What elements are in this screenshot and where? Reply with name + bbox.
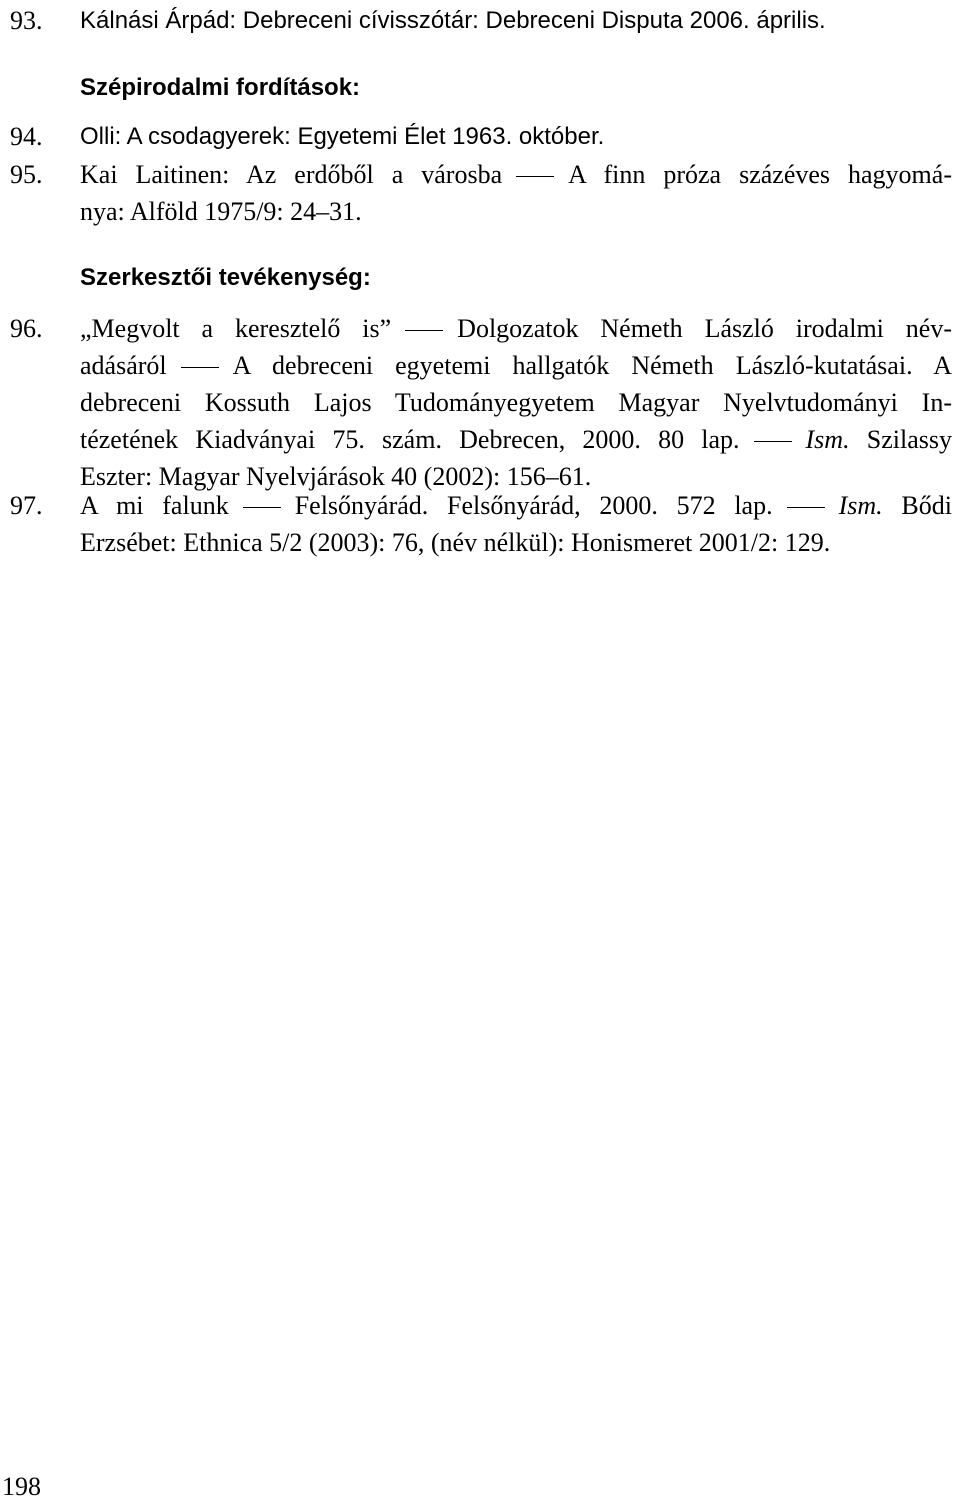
bibliography-entry-94 (0, 118, 952, 155)
bibliography-entry-93 (0, 2, 952, 39)
entry-number: 96. (10, 314, 43, 343)
entry-text-part: tézetének Kiadványai 75. szám. Debrecen, 2000. 80 lap. (80, 425, 740, 454)
review-label: Ism. (805, 425, 850, 454)
entry-text-part: A (933, 351, 952, 380)
bibliography-entry-96 (0, 310, 952, 495)
entry-number: 94. (10, 122, 43, 151)
entry-text-part: „Megvolt a keresztelő is” (80, 314, 392, 343)
em-dash (243, 507, 281, 508)
entry-number: 95. (10, 160, 43, 189)
section-heading-translations: Szépirodalmi fordítások: (80, 74, 361, 101)
entry-text: Kálnási Árpád: Debreceni cívisszótár: Debreceni Disputa 2006. április. (80, 7, 826, 34)
entry-text-part: Dolgozatok Németh László irodalmi név- (457, 314, 952, 343)
entry-text-part: Felsőnyárád. Felsőnyárád, 2000. 572 lap. (294, 491, 773, 520)
entry-text-line: Eszter: Magyar Nyelvjárások 40 (2002): 156–61. (80, 462, 592, 491)
entry-number: 93. (10, 6, 43, 35)
em-dash (516, 176, 554, 177)
bibliography-entry-95 (0, 156, 952, 230)
entry-text-line: debreceni Kossuth Lajos Tudományegyetem Magyar Nyelvtudományi In- (80, 388, 952, 417)
bibliography-entry-97 (0, 487, 952, 561)
entry-text-part: Kai Laitinen: Az erdőből a városba (80, 160, 503, 189)
entry-text-part: A debreceni egyetemi hallgatók Németh László-kutatásai. (232, 351, 913, 380)
entry-text-part: Szilassy (866, 425, 952, 454)
em-dash (405, 330, 443, 331)
page-number: 198 (2, 1472, 41, 1501)
entry-text-part: Bődi (901, 491, 952, 520)
entry-text-part: adásáról (80, 351, 167, 380)
review-label: Ism. (838, 491, 883, 520)
em-dash (754, 441, 792, 442)
entry-text-line: nya: Alföld 1975/9: 24–31. (80, 197, 362, 226)
em-dash (787, 507, 825, 508)
entry-text-line: Erzsébet: Ethnica 5/2 (2003): 76, (név nélkül): Honismeret 2001/2: 129. (80, 528, 831, 557)
entry-text: Olli: A csodagyerek: Egyetemi Élet 1963. október. (80, 123, 605, 150)
entry-number: 97. (10, 491, 43, 520)
entry-text-part: A finn próza százéves hagyomá- (568, 160, 952, 189)
em-dash (181, 367, 219, 368)
section-heading-editorial: Szerkesztői tevékenység: (80, 264, 371, 291)
entry-text-part: A mi falunk (80, 491, 229, 520)
